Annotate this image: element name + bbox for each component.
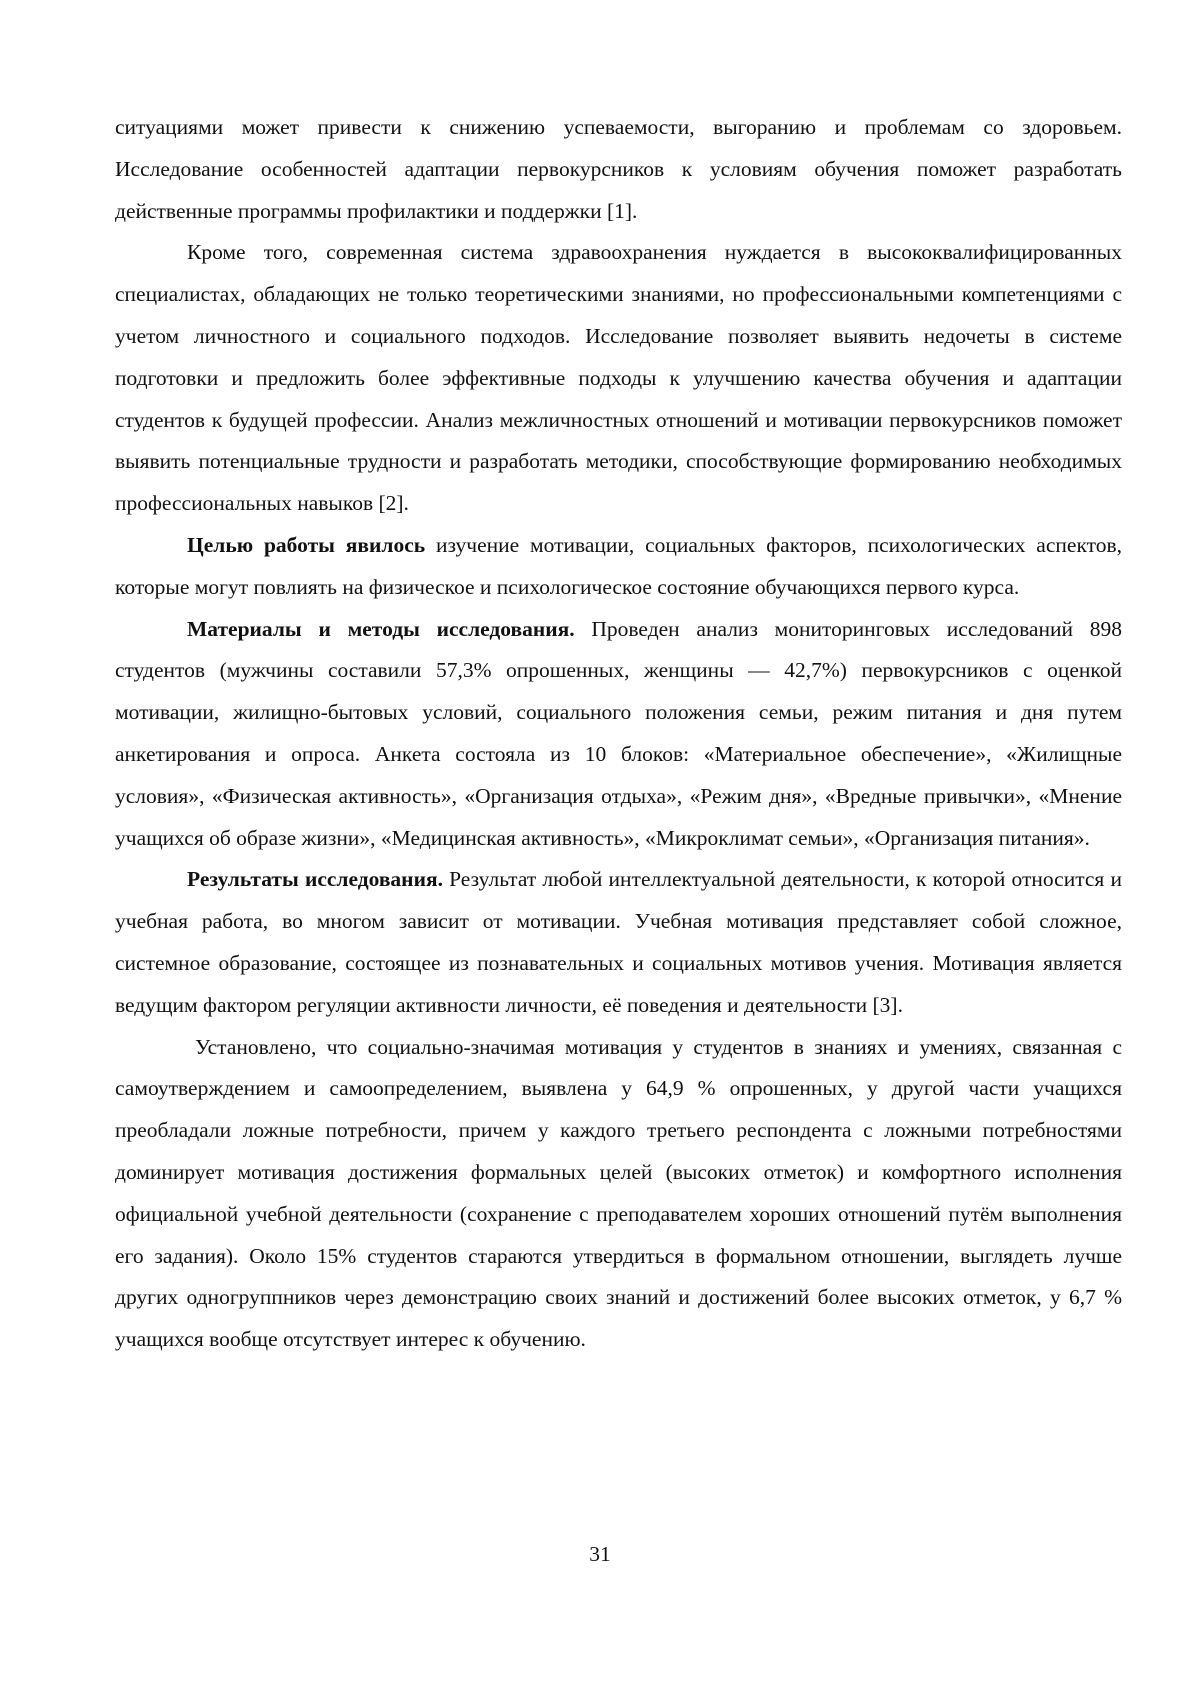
- paragraph-lead: Материалы и методы исследования.: [187, 617, 575, 641]
- page-number: 31: [0, 1539, 1200, 1569]
- paragraph-text: ситуациями может привести к снижению успеваемости, выгоранию и проблемам со здоровьем. Исследование особенностей адаптации первокурсников к условиям обучения поможет разработать действенные программы профилактики и поддержки [1].: [115, 115, 1122, 223]
- paragraph-text: Кроме того, современная система здравоохранения нуждается в высококвалифицированных специалистах, обладающих не только теоретическими знаниями, но профессиональными компетенциями с учетом личностного и социального подходов. Исследование позволяет выявить недочеты в системе подготовки и предложить более эффективные подходы к улучшению качества обучения и адаптации студентов к будущей профессии. Анализ межличностных отношений и мотивации первокурсников поможет выявить потенциальные трудности и разработать методики, способствующие формированию необходимых профессиональных навыков [2].: [115, 240, 1122, 515]
- paragraph-findings: [115, 1027, 1122, 1361]
- paragraph-text: Проведен анализ мониторинговых исследований 898 студентов (мужчины составили 57,3% опрошенных, женщины — 42,7%) первокурсников с оценкой мотивации, жилищно-бытовых условий, социального положения семьи, режим питания и дня путем анкетирования и опроса. Анкета состояла из 10 блоков: «Материальное обеспечение», «Жилищные условия», «Физическая активность», «Организация отдыха», «Режим дня», «Вредные привычки», «Мнение учащихся об образе жизни», «Медицинская активность», «Микроклимат семьи», «Организация питания».: [115, 617, 1122, 850]
- paragraph-text: Установлено, что социально-значимая мотивация у студентов в знаниях и умениях, связанная с самоутверждением и самоопределением, выявлена у 64,9 % опрошенных, у другой части учащихся преобладали ложные потребности, причем у каждого третьего респондента с ложными потребностями доминирует мотивация достижения формальных целей (высоких отметок) и комфортного исполнения официальной учебной деятельности (сохранение с преподавателем хороших отношений путём выполнения его задания). Около 15% студентов стараются утвердиться в формальном отношении, выглядеть лучше других одногруппников через демонстрацию своих знаний и достижений более высоких отметок, у 6,7 % учащихся вообще отсутствует интерес к обучению.: [115, 1035, 1122, 1352]
- paragraph-text: Результат любой интеллектуальной деятельности, к которой относится и учебная работа, во многом зависит от мотивации. Учебная мотивация представляет собой сложное, системное образование, состоящее из познавательных и социальных мотивов учения. Мотивация является ведущим фактором регуляции активности личности, её поведения и деятельности [3].: [115, 867, 1122, 1016]
- paragraph-lead: Результаты исследования.: [187, 867, 443, 891]
- paragraph-goal: [115, 525, 1122, 609]
- paragraph-healthcare-specialists: [115, 232, 1122, 525]
- paragraph-continuation: [115, 107, 1122, 232]
- page-body: [115, 107, 1122, 1361]
- paragraph-lead: Целью работы явилось: [187, 533, 425, 557]
- paragraph-methods: [115, 609, 1122, 860]
- paragraph-results: [115, 859, 1122, 1026]
- paragraph-text: изучение мотивации, социальных факторов, психологических аспектов, которые могут повлиять на физическое и психологическое состояние обучающихся первого курса.: [115, 533, 1122, 599]
